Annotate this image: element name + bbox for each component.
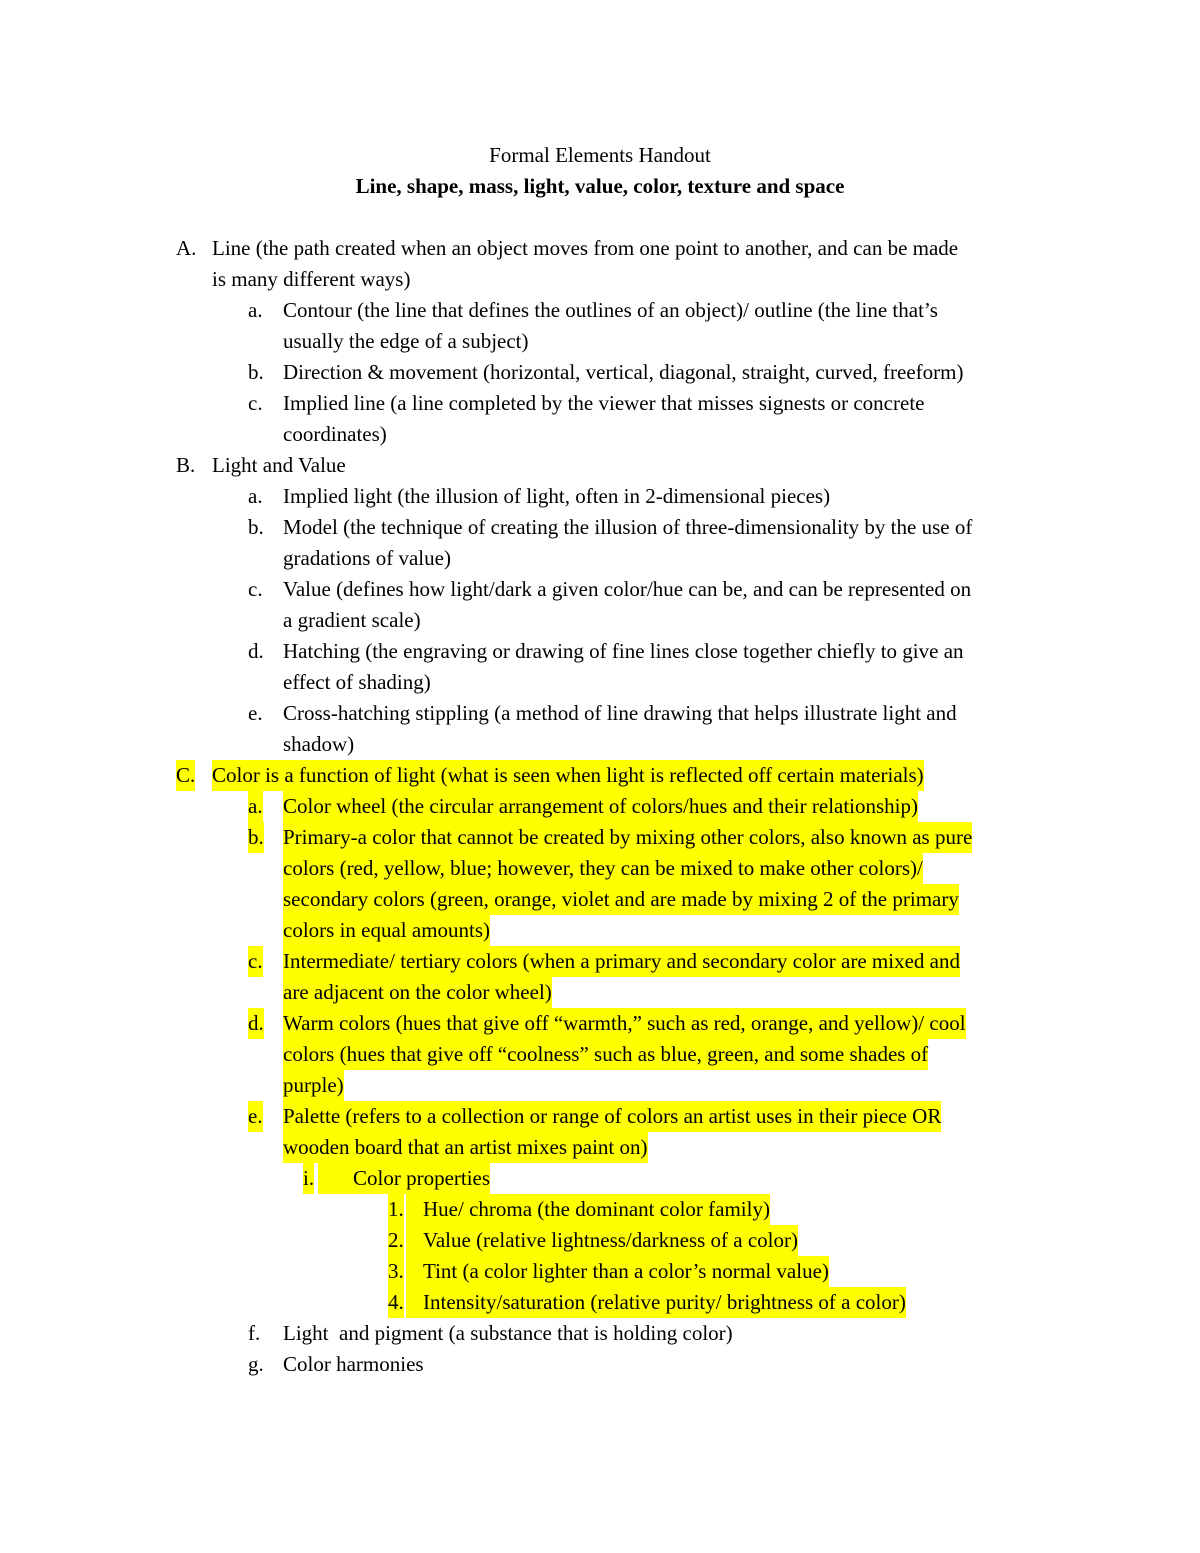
list-item-color-harmonies: Color harmonies <box>283 1352 424 1376</box>
list-item-implied-light: Implied light (the illusion of light, often in 2-dimensional pieces) <box>283 484 831 508</box>
list-marker: b. <box>248 515 264 539</box>
list-item-warm-colors: Warm colors (hues that give off “warmth,” such as red, orange, and yellow)/ cool <box>283 1008 966 1039</box>
list-item-warm-colors-cont-1: colors (hues that give off “coolness” such as blue, green, and some shades of <box>283 1039 928 1070</box>
list-item-implied-line: Implied line (a line completed by the viewer that misses signests or concrete <box>283 391 925 415</box>
list-item-direction: Direction & movement (horizontal, vertical, diagonal, straight, curved, freeform) <box>283 360 964 384</box>
list-item-primary-cont-3: colors in equal amounts) <box>283 915 490 946</box>
list-item-implied-line-cont: coordinates) <box>283 422 387 446</box>
list-item-primary-cont-2: secondary colors (green, orange, violet and are made by mixing 2 of the primary <box>283 884 959 915</box>
list-item-tint: Tint (a color lighter than a color’s normal value) <box>406 1256 829 1287</box>
list-marker: b. <box>248 360 264 384</box>
list-item-contour-cont: usually the edge of a subject) <box>283 329 529 353</box>
list-item-intensity: Intensity/saturation (relative purity/ brightness of a color) <box>406 1287 906 1318</box>
list-item-color-properties: Color properties <box>318 1163 490 1194</box>
list-item-hatching-cont: effect of shading) <box>283 670 431 694</box>
section-a-heading: Line (the path created when an object moves from one point to another, and can be made <box>212 236 959 260</box>
section-a-heading-cont: is many different ways) <box>212 267 411 291</box>
section-b-heading: Light and Value <box>212 453 346 477</box>
list-marker: 1. <box>388 1194 404 1225</box>
list-marker: e. <box>248 701 263 725</box>
list-item-palette: Palette (refers to a collection or range of colors an artist uses in their piece OR <box>283 1101 941 1132</box>
list-marker: a. <box>248 484 263 508</box>
list-marker: i. <box>303 1163 314 1194</box>
list-marker: c. <box>248 577 263 601</box>
list-item-primary-cont-1: colors (red, yellow, blue; however, they can be mixed to make other colors)/ <box>283 853 923 884</box>
list-item-model: Model (the technique of creating the illusion of three-dimensionality by the use of <box>283 515 973 539</box>
section-c-heading: Color is a function of light (what is seen when light is reflected off certain materials) <box>212 760 924 791</box>
list-item-value: Value (defines how light/dark a given color/hue can be, and can be represented on <box>283 577 972 601</box>
list-item-light-pigment: Light and pigment (a substance that is holding color) <box>283 1321 733 1345</box>
list-marker: a. <box>248 791 263 822</box>
list-marker: c. <box>248 391 263 415</box>
list-item-hatching: Hatching (the engraving or drawing of fine lines close together chiefly to give an <box>283 639 964 663</box>
list-marker: d. <box>248 639 264 663</box>
list-item-primary: Primary-a color that cannot be created by mixing other colors, also known as pure <box>283 822 972 853</box>
list-item-warm-colors-cont-2: purple) <box>283 1070 344 1101</box>
document-title: Formal Elements Handout <box>489 143 711 167</box>
section-a-marker: A. <box>176 236 197 260</box>
list-item-model-cont: gradations of value) <box>283 546 451 570</box>
list-marker: c. <box>248 946 263 977</box>
list-marker: e. <box>248 1101 263 1132</box>
document-subtitle: Line, shape, mass, light, value, color, texture and space <box>355 174 845 198</box>
list-marker: g. <box>248 1352 264 1376</box>
list-item-palette-cont: wooden board that an artist mixes paint on) <box>283 1132 648 1163</box>
list-item-intermediate: Intermediate/ tertiary colors (when a primary and secondary color are mixed and <box>283 946 960 977</box>
section-c-marker: C. <box>176 760 195 791</box>
list-item-contour: Contour (the line that defines the outlines of an object)/ outline (the line that’s <box>283 298 938 322</box>
list-marker: 4. <box>388 1287 404 1318</box>
list-item-intermediate-cont: are adjacent on the color wheel) <box>283 977 552 1008</box>
list-item-cross-hatching-cont: shadow) <box>283 732 355 756</box>
list-item-hue: Hue/ chroma (the dominant color family) <box>406 1194 770 1225</box>
list-marker: d. <box>248 1008 264 1039</box>
list-marker: f. <box>248 1321 261 1345</box>
list-item-value-property: Value (relative lightness/darkness of a color) <box>406 1225 798 1256</box>
list-marker: 3. <box>388 1256 404 1287</box>
list-marker: 2. <box>388 1225 404 1256</box>
list-marker: b. <box>248 822 264 853</box>
list-item-value-cont: a gradient scale) <box>283 608 421 632</box>
section-b-marker: B. <box>176 453 196 477</box>
list-item-cross-hatching: Cross-hatching stippling (a method of line drawing that helps illustrate light and <box>283 701 957 725</box>
list-marker: a. <box>248 298 263 322</box>
list-item-color-wheel: Color wheel (the circular arrangement of colors/hues and their relationship) <box>283 791 918 822</box>
